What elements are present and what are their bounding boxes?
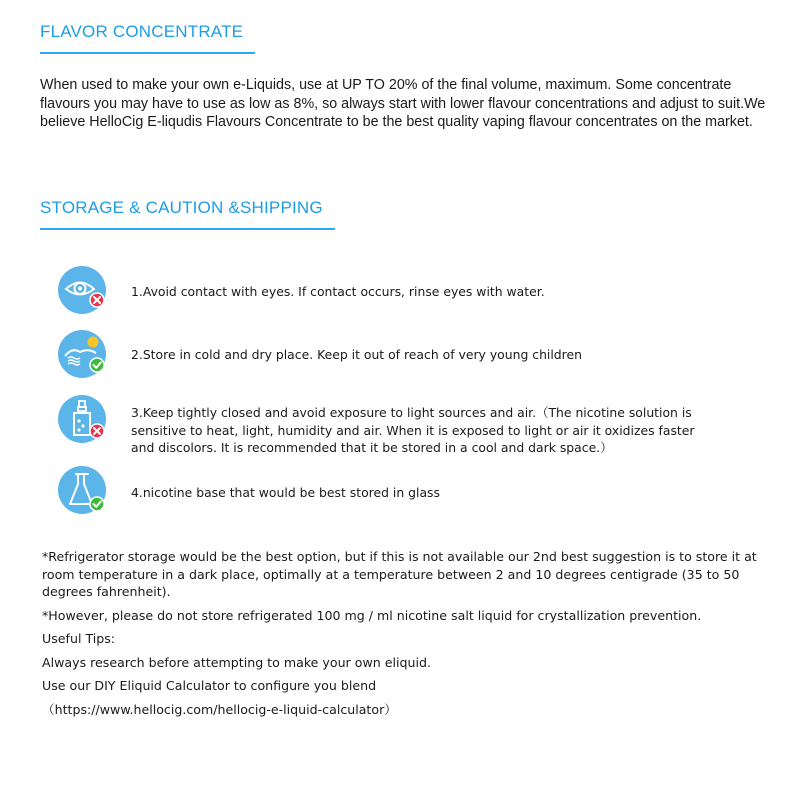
sun-water-icon <box>58 330 106 378</box>
storage-section-title: STORAGE & CAUTION &SHIPPING <box>40 198 323 217</box>
flavor-title-underline <box>40 52 255 54</box>
research-tip: Always research before attempting to make your own eliquid. <box>42 654 431 670</box>
dropper-bottle-icon <box>58 395 106 443</box>
glass-flask-icon <box>58 466 106 514</box>
storage-item-3-text: 3.Keep tightly closed and avoid exposure to light sources and air.（The nicotine solution is sensitive to heat, light, humidity and air. When it is exposed to light or air it oxidizes faster and discolors. It is recommended that it be stored in a cool and dark space.） <box>131 405 695 455</box>
flavor-section-title: FLAVOR CONCENTRATE <box>40 22 244 41</box>
useful-tips-label: Useful Tips: <box>42 631 116 646</box>
eye-icon <box>58 266 106 314</box>
storage-item-1-text: 1.Avoid contact with eyes. If contact occurs, rinse eyes with water. <box>131 284 545 299</box>
storage-item-4-text: 4.nicotine base that would be best stored in glass <box>131 485 440 500</box>
crystallization-note: *However, please do not store refrigerated 100 mg / ml nicotine salt liquid for crystallization prevention. <box>42 607 702 623</box>
storage-item-2-text: 2.Store in cold and dry place. Keep it out of reach of very young children <box>131 347 582 362</box>
storage-title-underline <box>40 228 335 230</box>
flavor-description: When used to make your own e-Liquids, use at UP TO 20% of the final volume, maximum. Some concentrate flavours you may have to use as low as 8%, so always start with lower flavour concentrations and adjust to suit.We believe HelloCig E-liqudis Flavours Concentrate to be the best quality vaping flavour concentrates on the market. <box>40 77 766 130</box>
storage-notes <box>42 548 782 721</box>
calculator-url[interactable]: （https://www.hellocig.com/hellocig-e-liquid-calculator） <box>42 701 397 717</box>
calculator-tip: Use our DIY Eliquid Calculator to configure you blend <box>42 678 377 693</box>
refrigerator-note: *Refrigerator storage would be the best option, but if this is not available our 2nd best suggestion is to store it at room temperature in a dark place, optimally at a temperature between 2 and 10 degrees centigrade (35 to 50 degrees fahrenheit). <box>42 549 757 599</box>
